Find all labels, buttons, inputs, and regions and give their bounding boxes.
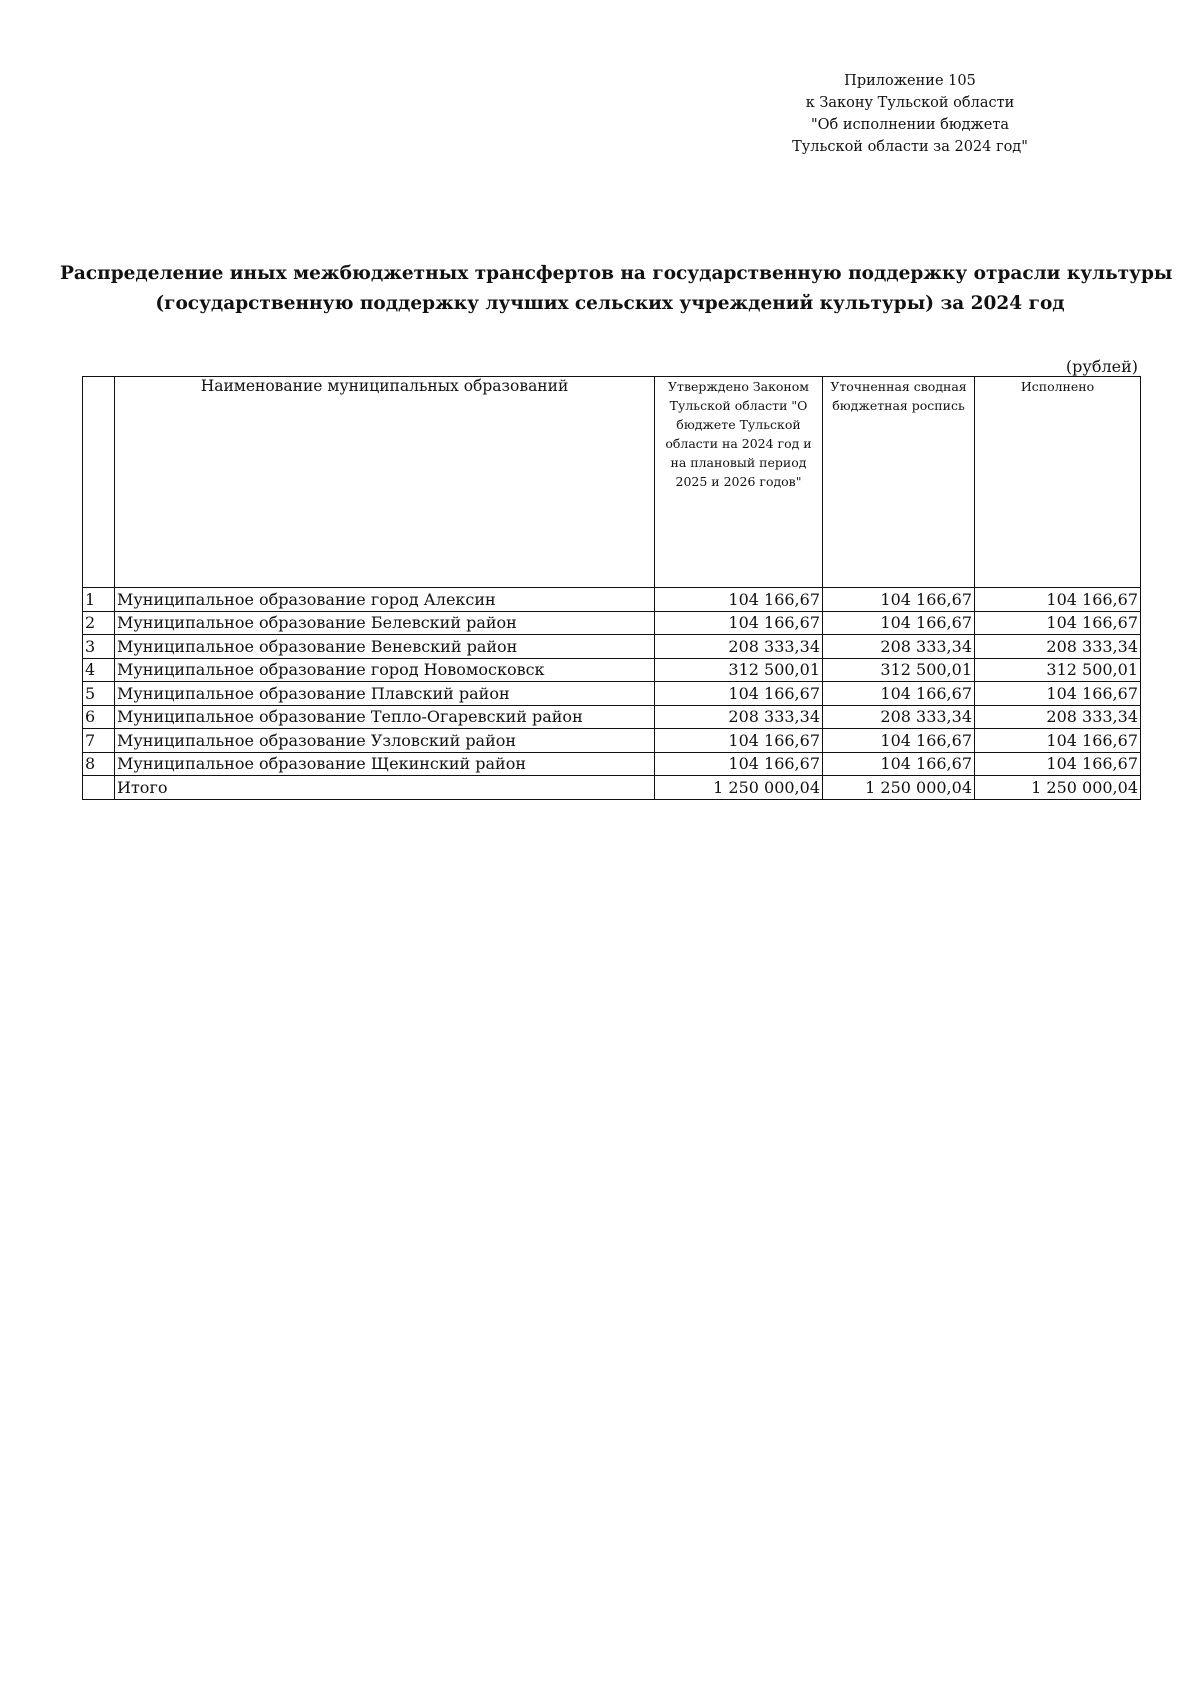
appendix-line: Приложение 105 bbox=[844, 73, 976, 89]
total-approved: 1 250 000,04 bbox=[655, 776, 823, 800]
total-refined: 1 250 000,04 bbox=[823, 776, 975, 800]
appendix-line: к Закону Тульской области bbox=[805, 95, 1015, 111]
row-name: Муниципальное образование город Новомосковск bbox=[115, 658, 655, 682]
row-refined: 104 166,67 bbox=[823, 611, 975, 635]
row-executed: 312 500,01 bbox=[975, 658, 1141, 682]
row-name: Муниципальное образование Белевский район bbox=[115, 611, 655, 635]
table-row bbox=[83, 611, 1141, 635]
row-number: 7 bbox=[83, 729, 115, 753]
table-row bbox=[83, 635, 1141, 659]
row-name: Муниципальное образование Тепло-Огаревский район bbox=[115, 705, 655, 729]
table-row bbox=[83, 729, 1141, 753]
row-executed: 104 166,67 bbox=[975, 729, 1141, 753]
row-number: 4 bbox=[83, 658, 115, 682]
appendix-reference bbox=[760, 70, 1060, 158]
total-number bbox=[83, 776, 115, 800]
transfers-table bbox=[82, 376, 1141, 800]
row-approved: 104 166,67 bbox=[655, 611, 823, 635]
row-refined: 312 500,01 bbox=[823, 658, 975, 682]
row-approved: 104 166,67 bbox=[655, 682, 823, 706]
row-executed: 208 333,34 bbox=[975, 635, 1141, 659]
appendix-line: Тульской области за 2024 год" bbox=[792, 139, 1028, 155]
row-approved: 104 166,67 bbox=[655, 752, 823, 776]
row-executed: 208 333,34 bbox=[975, 705, 1141, 729]
header-executed: Исполнено bbox=[975, 377, 1141, 588]
row-approved: 208 333,34 bbox=[655, 705, 823, 729]
row-name: Муниципальное образование Щекинский район bbox=[115, 752, 655, 776]
row-refined: 104 166,67 bbox=[823, 729, 975, 753]
row-number: 8 bbox=[83, 752, 115, 776]
row-name: Муниципальное образование Плавский район bbox=[115, 682, 655, 706]
row-name: Муниципальное образование Узловский район bbox=[115, 729, 655, 753]
title-line-1: Распределение иных межбюджетных трансфертов на государственную поддержку отрасли культуры bbox=[60, 263, 1173, 284]
row-refined: 208 333,34 bbox=[823, 635, 975, 659]
row-number: 6 bbox=[83, 705, 115, 729]
total-row bbox=[83, 776, 1141, 800]
row-number: 2 bbox=[83, 611, 115, 635]
header-number bbox=[83, 377, 115, 588]
row-name: Муниципальное образование город Алексин bbox=[115, 588, 655, 612]
row-approved: 104 166,67 bbox=[655, 729, 823, 753]
table-row bbox=[83, 588, 1141, 612]
header-approved: Утверждено Законом Тульской области "О бюджете Тульской области на 2024 год и на плановый период 2025 и 2026 годов" bbox=[655, 377, 823, 588]
row-refined: 208 333,34 bbox=[823, 705, 975, 729]
table-row bbox=[83, 682, 1141, 706]
table-header-row bbox=[83, 377, 1141, 588]
row-executed: 104 166,67 bbox=[975, 682, 1141, 706]
appendix-line: "Об исполнении бюджета bbox=[810, 117, 1009, 133]
row-executed: 104 166,67 bbox=[975, 611, 1141, 635]
row-number: 1 bbox=[83, 588, 115, 612]
table-row bbox=[83, 705, 1141, 729]
row-number: 5 bbox=[83, 682, 115, 706]
total-label: Итого bbox=[115, 776, 655, 800]
row-approved: 104 166,67 bbox=[655, 588, 823, 612]
row-refined: 104 166,67 bbox=[823, 682, 975, 706]
total-executed: 1 250 000,04 bbox=[975, 776, 1141, 800]
row-approved: 208 333,34 bbox=[655, 635, 823, 659]
row-name: Муниципальное образование Веневский район bbox=[115, 635, 655, 659]
table-row bbox=[83, 752, 1141, 776]
title-line-2: (государственную поддержку лучших сельских учреждений культуры) за 2024 год bbox=[155, 293, 1065, 314]
row-refined: 104 166,67 bbox=[823, 588, 975, 612]
row-executed: 104 166,67 bbox=[975, 588, 1141, 612]
document-title bbox=[60, 259, 1173, 319]
units-label: (рублей) bbox=[1065, 357, 1138, 376]
row-approved: 312 500,01 bbox=[655, 658, 823, 682]
row-refined: 104 166,67 bbox=[823, 752, 975, 776]
row-executed: 104 166,67 bbox=[975, 752, 1141, 776]
header-name: Наименование муниципальных образований bbox=[115, 377, 655, 588]
row-number: 3 bbox=[83, 635, 115, 659]
header-refined: Уточненная сводная бюджетная роспись bbox=[823, 377, 975, 588]
table-row bbox=[83, 658, 1141, 682]
